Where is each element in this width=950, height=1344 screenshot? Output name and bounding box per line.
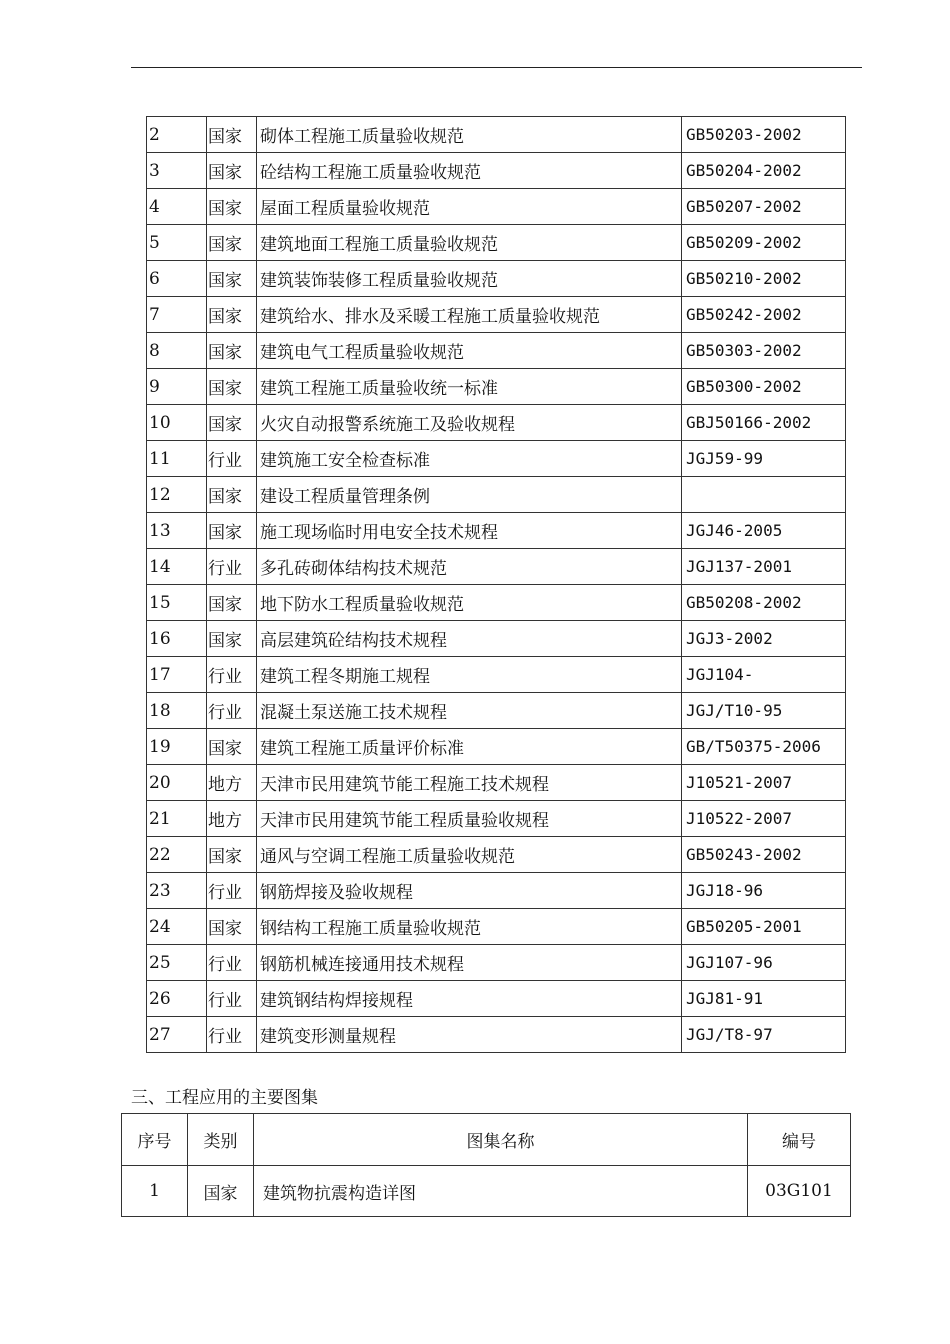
standard-name: 建筑工程冬期施工规程 — [257, 657, 682, 693]
standard-no: 16 — [147, 621, 207, 657]
standard-level: 国家 — [207, 729, 257, 765]
page-header-rule — [131, 67, 862, 68]
standard-no: 3 — [147, 153, 207, 189]
standard-row — [147, 333, 846, 369]
standard-level: 国家 — [207, 225, 257, 261]
standard-name: 建筑工程施工质量验收统一标准 — [257, 369, 682, 405]
standard-row — [147, 261, 846, 297]
atlas-cell-name: 建筑物抗震构造详图 — [254, 1166, 748, 1217]
standard-no: 20 — [147, 765, 207, 801]
standard-no: 24 — [147, 909, 207, 945]
standard-no: 14 — [147, 549, 207, 585]
standard-level: 行业 — [207, 657, 257, 693]
atlas-cell-category: 国家 — [188, 1166, 254, 1217]
standard-no: 25 — [147, 945, 207, 981]
standards-table-body — [147, 117, 846, 1053]
atlas-header-name: 图集名称 — [254, 1114, 748, 1166]
standard-code: J10521-2007 — [682, 765, 846, 801]
standard-no: 23 — [147, 873, 207, 909]
standard-name: 建筑地面工程施工质量验收规范 — [257, 225, 682, 261]
standard-no: 10 — [147, 405, 207, 441]
standard-code: GB50208-2002 — [682, 585, 846, 621]
standard-level: 国家 — [207, 369, 257, 405]
standard-code: GB50204-2002 — [682, 153, 846, 189]
standard-name: 混凝土泵送施工技术规程 — [257, 693, 682, 729]
atlas-cell-no: 1 — [122, 1166, 188, 1217]
standard-name: 砌体工程施工质量验收规范 — [257, 117, 682, 153]
standard-code: JGJ18-96 — [682, 873, 846, 909]
atlas-header-category: 类别 — [188, 1114, 254, 1166]
standard-name: 高层建筑砼结构技术规程 — [257, 621, 682, 657]
standard-level: 国家 — [207, 909, 257, 945]
standard-no: 9 — [147, 369, 207, 405]
standard-row — [147, 1017, 846, 1053]
standard-row — [147, 729, 846, 765]
standard-level: 国家 — [207, 585, 257, 621]
standard-row — [147, 945, 846, 981]
standard-row — [147, 873, 846, 909]
standard-level: 行业 — [207, 549, 257, 585]
standard-code: JGJ107-96 — [682, 945, 846, 981]
standard-level: 行业 — [207, 693, 257, 729]
standard-level: 国家 — [207, 261, 257, 297]
standard-code: GB50205-2001 — [682, 909, 846, 945]
standard-no: 17 — [147, 657, 207, 693]
standard-code: GBJ50166-2002 — [682, 405, 846, 441]
standard-name: 建筑给水、排水及采暖工程施工质量验收规范 — [257, 297, 682, 333]
standard-no: 18 — [147, 693, 207, 729]
standard-code: JGJ104- — [682, 657, 846, 693]
standard-row — [147, 765, 846, 801]
standard-no: 19 — [147, 729, 207, 765]
standard-level: 行业 — [207, 945, 257, 981]
standard-level: 国家 — [207, 153, 257, 189]
standard-name: 通风与空调工程施工质量验收规范 — [257, 837, 682, 873]
standard-row — [147, 225, 846, 261]
standard-name: 多孔砖砌体结构技术规范 — [257, 549, 682, 585]
atlas-header-code: 编号 — [748, 1114, 851, 1166]
standard-row — [147, 477, 846, 513]
standard-no: 15 — [147, 585, 207, 621]
standard-row — [147, 909, 846, 945]
atlas-header-no: 序号 — [122, 1114, 188, 1166]
standard-level: 国家 — [207, 189, 257, 225]
standard-no: 12 — [147, 477, 207, 513]
standard-level: 国家 — [207, 477, 257, 513]
standard-name: 建设工程质量管理条例 — [257, 477, 682, 513]
standard-level: 行业 — [207, 873, 257, 909]
standard-name: 钢筋机械连接通用技术规程 — [257, 945, 682, 981]
standard-no: 11 — [147, 441, 207, 477]
standard-no: 8 — [147, 333, 207, 369]
standard-level: 行业 — [207, 1017, 257, 1053]
standard-name: 天津市民用建筑节能工程施工技术规程 — [257, 765, 682, 801]
standards-table — [146, 116, 846, 1053]
standard-code: J10522-2007 — [682, 801, 846, 837]
standard-name: 建筑变形测量规程 — [257, 1017, 682, 1053]
standard-name: 火灾自动报警系统施工及验收规程 — [257, 405, 682, 441]
standard-name: 建筑施工安全检查标准 — [257, 441, 682, 477]
standard-row — [147, 801, 846, 837]
atlas-row — [122, 1166, 851, 1217]
standard-code — [682, 477, 846, 513]
standard-row — [147, 837, 846, 873]
standard-name: 地下防水工程质量验收规范 — [257, 585, 682, 621]
standard-row — [147, 693, 846, 729]
standard-name: 天津市民用建筑节能工程质量验收规程 — [257, 801, 682, 837]
standard-name: 建筑工程施工质量评价标准 — [257, 729, 682, 765]
standard-level: 国家 — [207, 513, 257, 549]
standard-code: GB50303-2002 — [682, 333, 846, 369]
standard-row — [147, 513, 846, 549]
atlas-cell-code: 03G101 — [748, 1166, 851, 1217]
standard-code: JGJ3-2002 — [682, 621, 846, 657]
standard-level: 国家 — [207, 333, 257, 369]
standard-row — [147, 153, 846, 189]
standard-code: GB/T50375-2006 — [682, 729, 846, 765]
standard-code: GB50207-2002 — [682, 189, 846, 225]
standard-row — [147, 621, 846, 657]
section-heading: 三、工程应用的主要图集 — [131, 1088, 318, 1108]
standard-name: 建筑钢结构焊接规程 — [257, 981, 682, 1017]
standard-row — [147, 369, 846, 405]
standard-row — [147, 657, 846, 693]
standard-name: 施工现场临时用电安全技术规程 — [257, 513, 682, 549]
atlas-table-body — [122, 1114, 851, 1217]
standard-no: 21 — [147, 801, 207, 837]
atlas-header-row — [122, 1114, 851, 1166]
standard-row — [147, 189, 846, 225]
standard-name: 钢结构工程施工质量验收规范 — [257, 909, 682, 945]
standard-code: JGJ81-91 — [682, 981, 846, 1017]
standard-row — [147, 549, 846, 585]
standard-level: 国家 — [207, 117, 257, 153]
standard-no: 4 — [147, 189, 207, 225]
standard-row — [147, 405, 846, 441]
standard-code: JGJ59-99 — [682, 441, 846, 477]
standard-code: GB50210-2002 — [682, 261, 846, 297]
standard-row — [147, 117, 846, 153]
standard-level: 行业 — [207, 981, 257, 1017]
standard-code: GB50243-2002 — [682, 837, 846, 873]
standard-level: 国家 — [207, 405, 257, 441]
standard-row — [147, 441, 846, 477]
standard-name: 建筑装饰装修工程质量验收规范 — [257, 261, 682, 297]
standard-no: 2 — [147, 117, 207, 153]
standard-name: 建筑电气工程质量验收规范 — [257, 333, 682, 369]
standard-row — [147, 585, 846, 621]
standard-name: 屋面工程质量验收规范 — [257, 189, 682, 225]
standard-row — [147, 981, 846, 1017]
standard-code: JGJ/T10-95 — [682, 693, 846, 729]
standard-level: 国家 — [207, 837, 257, 873]
atlas-table — [121, 1113, 851, 1217]
standard-no: 13 — [147, 513, 207, 549]
standard-no: 27 — [147, 1017, 207, 1053]
standard-code: GB50300-2002 — [682, 369, 846, 405]
standard-no: 26 — [147, 981, 207, 1017]
standard-level: 地方 — [207, 801, 257, 837]
standard-code: GB50209-2002 — [682, 225, 846, 261]
standard-no: 5 — [147, 225, 207, 261]
standard-code: GB50242-2002 — [682, 297, 846, 333]
standard-no: 22 — [147, 837, 207, 873]
standard-no: 7 — [147, 297, 207, 333]
standard-name: 砼结构工程施工质量验收规范 — [257, 153, 682, 189]
standard-level: 行业 — [207, 441, 257, 477]
standard-level: 国家 — [207, 297, 257, 333]
standard-name: 钢筋焊接及验收规程 — [257, 873, 682, 909]
standard-code: JGJ46-2005 — [682, 513, 846, 549]
standard-level: 国家 — [207, 621, 257, 657]
standard-code: GB50203-2002 — [682, 117, 846, 153]
standard-code: JGJ137-2001 — [682, 549, 846, 585]
standard-no: 6 — [147, 261, 207, 297]
standard-code: JGJ/T8-97 — [682, 1017, 846, 1053]
standard-row — [147, 297, 846, 333]
standard-level: 地方 — [207, 765, 257, 801]
